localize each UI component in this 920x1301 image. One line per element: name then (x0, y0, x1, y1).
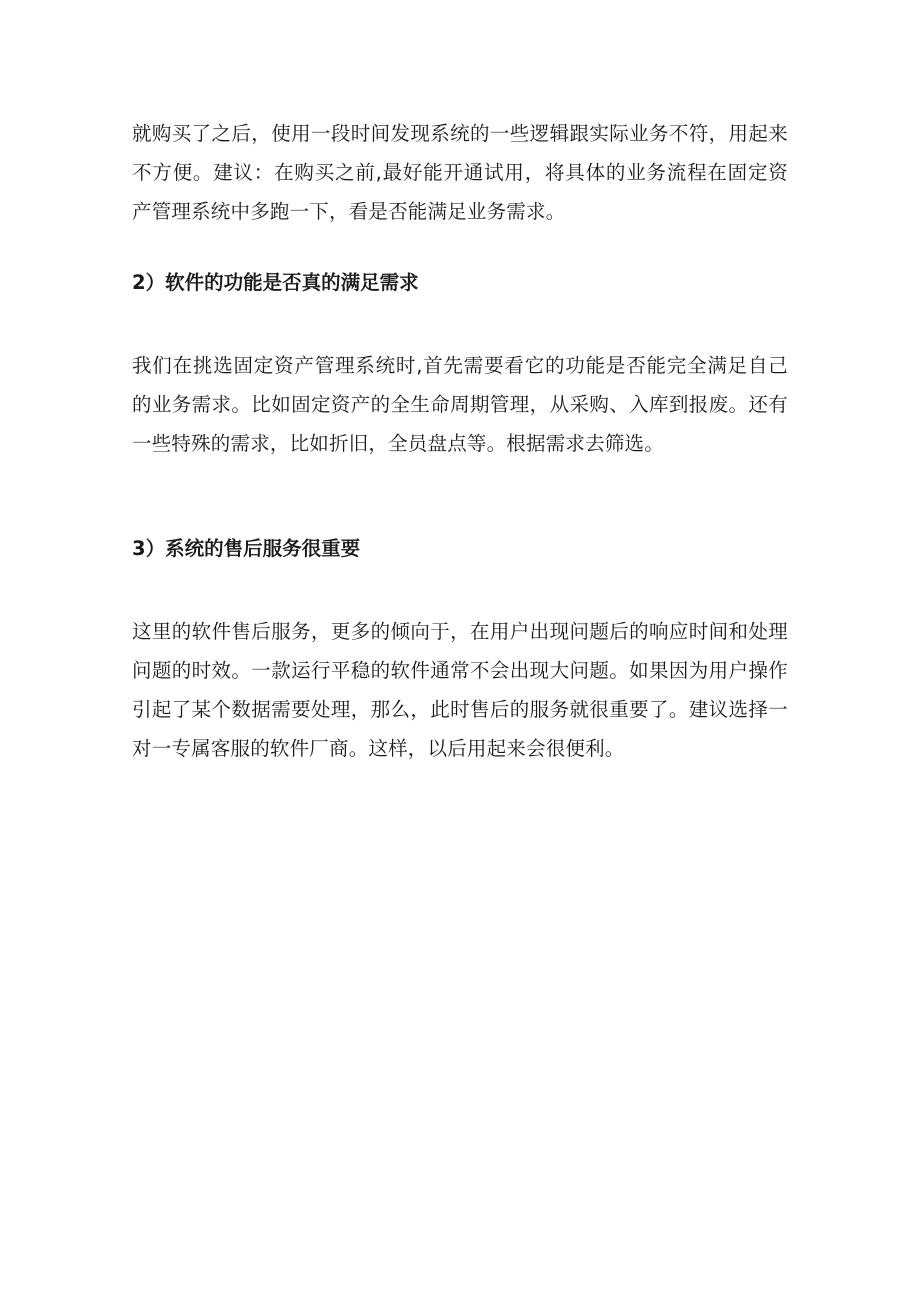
paragraph-trial-advice: 就购买了之后，使用一段时间发现系统的一些逻辑跟实际业务不符，用起来不方便。建议：在购买之前,最好能开通试用，将具体的业务流程在固定资产管理系统中多跑一下，看是否能满足业务需求。 (132, 122, 788, 223)
section-heading-function: 2）软件的功能是否真的满足需求 (132, 271, 419, 294)
paragraph-function-needs: 我们在挑选固定资产管理系统时,首先需要看它的功能是否能完全满足自己的业务需求。比如固定资产的全生命周期管理，从采购、入库到报废。还有一些特殊的需求，比如折旧，全员盘点等。根据需求去筛选。 (132, 354, 788, 455)
paragraph-after-sales: 这里的软件售后服务，更多的倾向于，在用户出现问题后的响应时间和处理问题的时效。一款运行平稳的软件通常不会出现大问题。如果因为用户操作引起了某个数据需要处理，那么，此时售后的服务就很重要了。建议选择一对一专属客服的软件厂商。这样，以后用起来会很便利。 (132, 620, 788, 760)
section-heading-after-sales: 3）系统的售后服务很重要 (132, 537, 361, 560)
